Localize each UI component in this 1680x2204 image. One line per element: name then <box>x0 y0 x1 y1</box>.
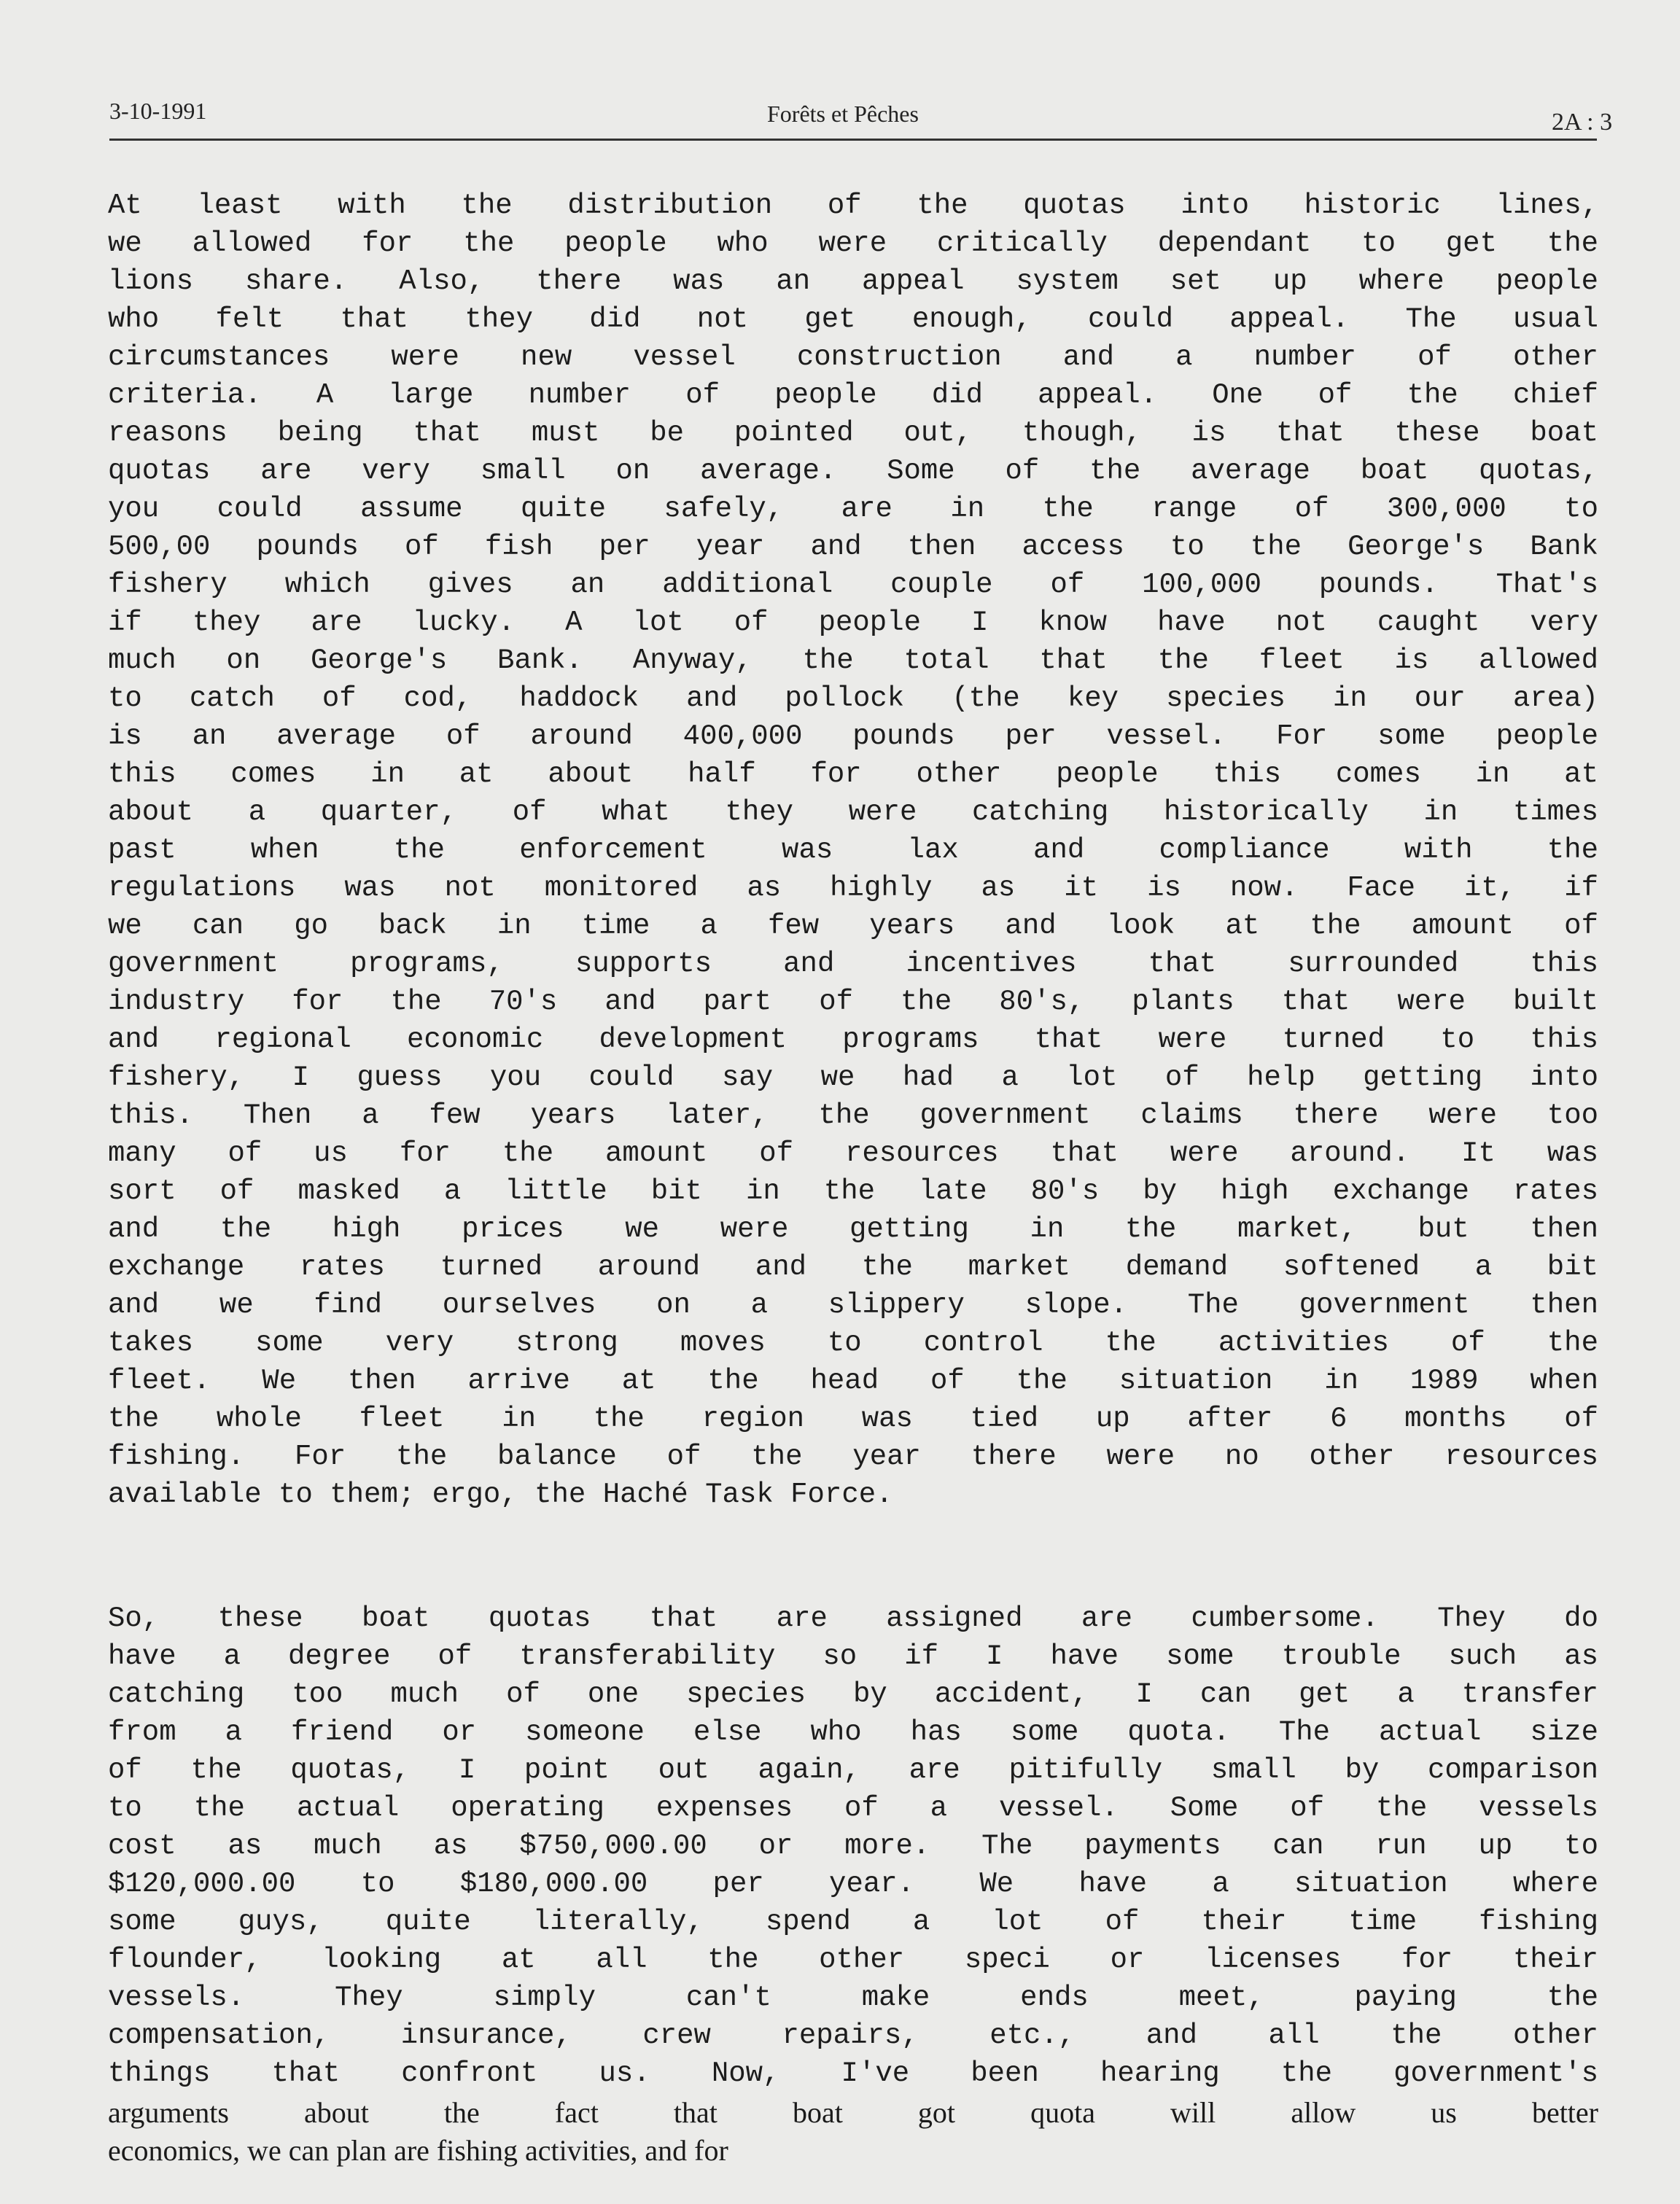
text-line: and the high prices we were getting in the market, but then <box>108 1213 1598 1245</box>
text-line: and we find ourselves on a slippery slope. The government then <box>108 1289 1598 1321</box>
text-line: if they are lucky. A lot of people I know have not caught very <box>108 607 1598 639</box>
text-line: past when the enforcement was lax and compliance with the <box>108 834 1598 866</box>
text-line: 500,00 pounds of fish per year and then access to the George's Bank <box>108 531 1598 563</box>
text-line: exchange rates turned around and the market demand softened a bit <box>108 1251 1598 1283</box>
text-line: from a friend or someone else who has some quota. The actual size <box>108 1716 1598 1748</box>
text-line: takes some very strong moves to control the activities of the <box>108 1327 1598 1359</box>
header-page-ref: 2A : 3 <box>1552 109 1613 136</box>
text-line: the whole fleet in the region was tied up after 6 months of <box>108 1403 1598 1435</box>
header-title: Forêts et Pêches <box>767 101 919 127</box>
text-line: to the actual operating expenses of a vessel. Some of the vessels <box>108 1792 1598 1824</box>
text-line: available to them; ergo, the Haché Task Force. <box>108 1479 893 1511</box>
text-line: fishery which gives an additional couple of 100,000 pounds. That's <box>108 569 1598 601</box>
text-line: catching too much of one species by accident, I can get a transfer <box>108 1678 1598 1710</box>
text-line: industry for the 70's and part of the 80's, plants that were built <box>108 986 1598 1018</box>
text-line: is an average of around 400,000 pounds per vessel. For some people <box>108 720 1598 752</box>
text-line: cost as much as $750,000.00 or more. The payments can run up to <box>108 1830 1598 1862</box>
text-line: $120,000.00 to $180,000.00 per year. We have a situation where <box>108 1868 1598 1900</box>
text-line: and regional economic development programs that were turned to this <box>108 1024 1598 1056</box>
text-line: fleet. We then arrive at the head of the situation in 1989 when <box>108 1365 1598 1397</box>
text-line: we can go back in time a few years and look at the amount of <box>108 910 1598 942</box>
text-line: compensation, insurance, crew repairs, etc., and all the other <box>108 2020 1598 2052</box>
text-line: fishery, I guess you could say we had a lot of help getting into <box>108 1062 1598 1094</box>
text-line-serif: arguments about the fact that boat got quota will allow us better <box>108 2096 1598 2129</box>
text-line: quotas are very small on average. Some of the average boat quotas, <box>108 455 1598 487</box>
text-line: some guys, quite literally, spend a lot of their time fishing <box>108 1906 1598 1938</box>
text-line: government programs, supports and incentives that surrounded this <box>108 948 1598 980</box>
text-line: So, these boat quotas that are assigned are cumbersome. They do <box>108 1603 1598 1635</box>
text-line: who felt that they did not get enough, could appeal. The usual <box>108 303 1598 335</box>
text-line: things that confront us. Now, I've been hearing the government's <box>108 2057 1598 2090</box>
text-line: sort of masked a little bit in the late 80's by high exchange rates <box>108 1175 1598 1207</box>
text-line: regulations was not monitored as highly as it is now. Face it, if <box>108 872 1598 904</box>
text-line: At least with the distribution of the quotas into historic lines, <box>108 190 1598 222</box>
text-line: criteria. A large number of people did appeal. One of the chief <box>108 379 1598 411</box>
text-line: about a quarter, of what they were catching historically in times <box>108 796 1598 828</box>
text-line: of the quotas, I point out again, are pitifully small by comparison <box>108 1754 1598 1786</box>
text-line: fishing. For the balance of the year there were no other resources <box>108 1441 1598 1473</box>
text-line: circumstances were new vessel construction and a number of other <box>108 341 1598 373</box>
header-rule <box>109 139 1597 141</box>
text-line-serif: economics, we can plan are fishing activities, and for <box>108 2134 728 2167</box>
text-line: we allowed for the people who were critically dependant to get the <box>108 227 1598 260</box>
text-line: reasons being that must be pointed out, though, is that these boat <box>108 417 1598 449</box>
text-line: much on George's Bank. Anyway, the total that the fleet is allowed <box>108 645 1598 677</box>
text-line: vessels. They simply can't make ends meet, paying the <box>108 1982 1598 2014</box>
text-line: this. Then a few years later, the government claims there were too <box>108 1099 1598 1132</box>
text-line: lions share. Also, there was an appeal system set up where people <box>108 265 1598 297</box>
text-line: have a degree of transferability so if I have some trouble such as <box>108 1640 1598 1673</box>
text-line: many of us for the amount of resources that were around. It was <box>108 1137 1598 1169</box>
header-date: 3-10-1991 <box>109 98 207 124</box>
text-line: to catch of cod, haddock and pollock (the key species in our area) <box>108 682 1598 714</box>
text-line: this comes in at about half for other people this comes in at <box>108 758 1598 790</box>
text-line: you could assume quite safely, are in the range of 300,000 to <box>108 493 1598 525</box>
text-line: flounder, looking at all the other speci or licenses for their <box>108 1944 1598 1976</box>
